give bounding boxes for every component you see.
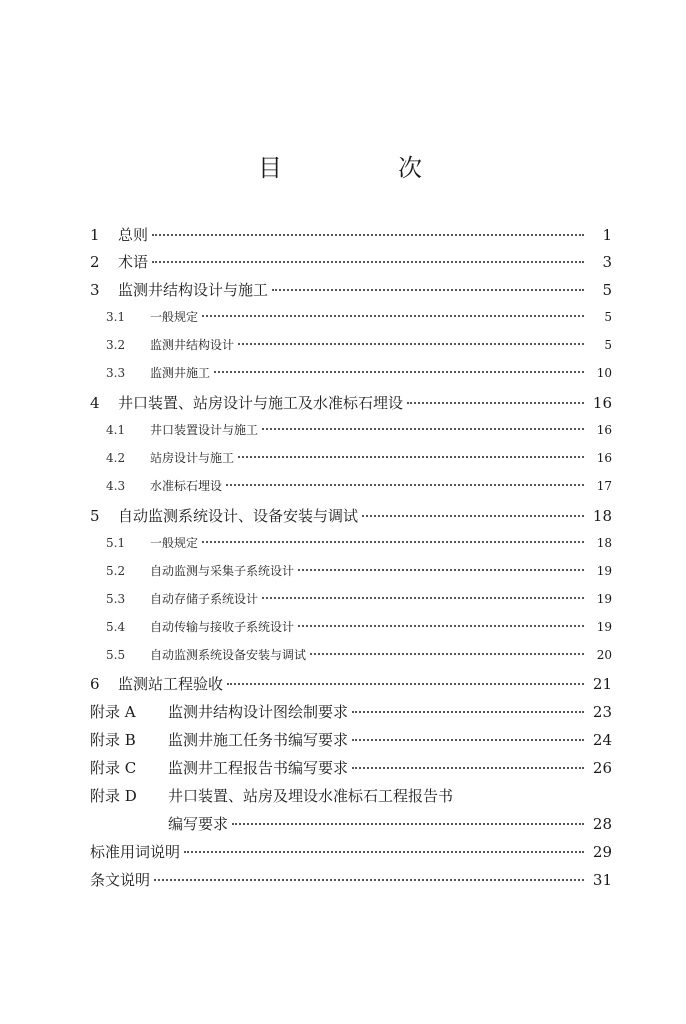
dot-leader [238, 456, 584, 458]
toc-entry[interactable] [106, 477, 612, 499]
entry-number: 5.5 [106, 648, 126, 662]
dot-leader [214, 371, 584, 373]
entry-page: 3 [602, 253, 612, 271]
toc-entry[interactable] [106, 590, 612, 612]
entry-number: 4 [90, 394, 100, 412]
entry-title: 标准用词说明 [90, 843, 181, 861]
entry-page: 19 [596, 564, 612, 578]
toc-entry[interactable] [90, 785, 612, 807]
dot-leader [352, 767, 584, 769]
entry-number: 6 [90, 675, 100, 693]
dot-leader [202, 315, 584, 317]
toc-entry[interactable] [106, 449, 612, 471]
entry-page: 5 [602, 281, 612, 299]
toc-entry[interactable] [106, 646, 612, 668]
entry-number: 5.1 [106, 536, 126, 550]
entry-page: 16 [596, 423, 612, 437]
entry-page: 18 [592, 507, 612, 525]
dot-leader [226, 484, 584, 486]
entry-title: 自动监测系统设计、设备安装与调试 [118, 507, 359, 525]
dot-leader [362, 515, 584, 517]
entry-title: 自动存储子系统设计 [150, 592, 259, 606]
toc-entry-continuation[interactable] [90, 813, 612, 835]
entry-title: 术语 [118, 253, 149, 271]
entry-number: 1 [90, 226, 100, 244]
entry-number: 附录 D [90, 787, 137, 805]
entry-title: 监测井施工任务书编写要求 [168, 731, 349, 749]
toc-entry[interactable] [106, 562, 612, 584]
entry-title: 编写要求 [168, 815, 229, 833]
entry-page: 1 [602, 226, 612, 244]
toc-entry[interactable] [106, 534, 612, 556]
dot-leader [310, 653, 584, 655]
entry-page: 20 [596, 648, 612, 662]
entry-page: 21 [592, 675, 612, 693]
entry-page: 17 [596, 479, 612, 493]
toc-entry[interactable] [90, 701, 612, 723]
dot-leader [262, 428, 584, 430]
entry-title: 井口装置、站房设计与施工及水准标石埋设 [118, 394, 404, 412]
toc-entry[interactable] [90, 757, 612, 779]
dot-leader [154, 879, 584, 881]
toc-entry[interactable] [90, 505, 612, 527]
entry-number: 3.3 [106, 366, 126, 380]
entry-title: 监测井施工 [150, 366, 211, 380]
entry-page: 10 [596, 366, 612, 380]
toc-entry[interactable] [90, 869, 612, 891]
toc-entry[interactable] [90, 279, 612, 301]
entry-title: 自动监测与采集子系统设计 [150, 564, 295, 578]
entry-title: 监测井结构设计与施工 [118, 281, 269, 299]
entry-number: 4.2 [106, 451, 126, 465]
toc-entry[interactable] [106, 618, 612, 640]
entry-title: 站房设计与施工 [150, 451, 235, 465]
entry-title: 自动监测系统设备安装与调试 [150, 648, 307, 662]
dot-leader [272, 289, 584, 291]
dot-leader [262, 597, 584, 599]
toc-entry[interactable] [90, 841, 612, 863]
entry-number: 附录 A [90, 703, 136, 721]
entry-title: 井口装置设计与施工 [150, 423, 259, 437]
entry-number: 附录 C [90, 759, 137, 777]
entry-number: 5.2 [106, 564, 126, 578]
entry-page: 29 [592, 843, 612, 861]
entry-page: 19 [596, 620, 612, 634]
entry-number: 5.4 [106, 620, 126, 634]
entry-title: 监测井结构设计 [150, 338, 235, 352]
entry-title: 井口装置、站房及埋设水准标石工程报告书 [168, 787, 454, 805]
entry-page: 24 [592, 731, 612, 749]
entry-number: 2 [90, 253, 100, 271]
entry-page: 26 [592, 759, 612, 777]
entry-page: 16 [596, 451, 612, 465]
entry-page: 5 [604, 310, 612, 324]
entry-number: 附录 B [90, 731, 136, 749]
dot-leader [298, 569, 584, 571]
entry-number: 5.3 [106, 592, 126, 606]
toc-entry[interactable] [90, 673, 612, 695]
entry-number: 3.2 [106, 338, 126, 352]
toc-entry[interactable] [90, 392, 612, 414]
dot-leader [202, 541, 584, 543]
entry-page: 16 [592, 394, 612, 412]
page-title: 目 次 [258, 154, 468, 182]
dot-leader [152, 261, 584, 263]
dot-leader [407, 402, 584, 404]
toc-entry[interactable] [90, 729, 612, 751]
toc-entry[interactable] [90, 251, 612, 273]
entry-number: 3 [90, 281, 100, 299]
entry-title: 监测站工程验收 [118, 675, 224, 693]
toc-entry[interactable] [106, 336, 612, 358]
entry-page: 23 [592, 703, 612, 721]
entry-page: 28 [592, 815, 612, 833]
toc-entry[interactable] [106, 364, 612, 386]
entry-page: 31 [592, 871, 612, 889]
toc-entry[interactable] [106, 308, 612, 330]
entry-title: 自动传输与接收子系统设计 [150, 620, 295, 634]
dot-leader [238, 343, 584, 345]
entry-number: 3.1 [106, 310, 126, 324]
entry-title: 水准标石埋设 [150, 479, 223, 493]
entry-number: 4.3 [106, 479, 126, 493]
entry-title: 总则 [118, 226, 149, 244]
dot-leader [152, 234, 584, 236]
entry-page: 5 [604, 338, 612, 352]
dot-leader [184, 851, 584, 853]
toc-entry[interactable] [106, 421, 612, 443]
dot-leader [227, 683, 584, 685]
entry-number: 5 [90, 507, 100, 525]
dot-leader [298, 625, 584, 627]
entry-number: 4.1 [106, 423, 126, 437]
entry-page: 18 [596, 536, 612, 550]
toc-entry[interactable] [90, 224, 612, 246]
entry-title: 一般规定 [150, 310, 199, 324]
entry-title: 监测井工程报告书编写要求 [168, 759, 349, 777]
entry-title: 监测井结构设计图绘制要求 [168, 703, 349, 721]
entry-title: 条文说明 [90, 871, 151, 889]
dot-leader [352, 711, 584, 713]
entry-title: 一般规定 [150, 536, 199, 550]
dot-leader [232, 823, 584, 825]
dot-leader [352, 739, 584, 741]
entry-page: 19 [596, 592, 612, 606]
